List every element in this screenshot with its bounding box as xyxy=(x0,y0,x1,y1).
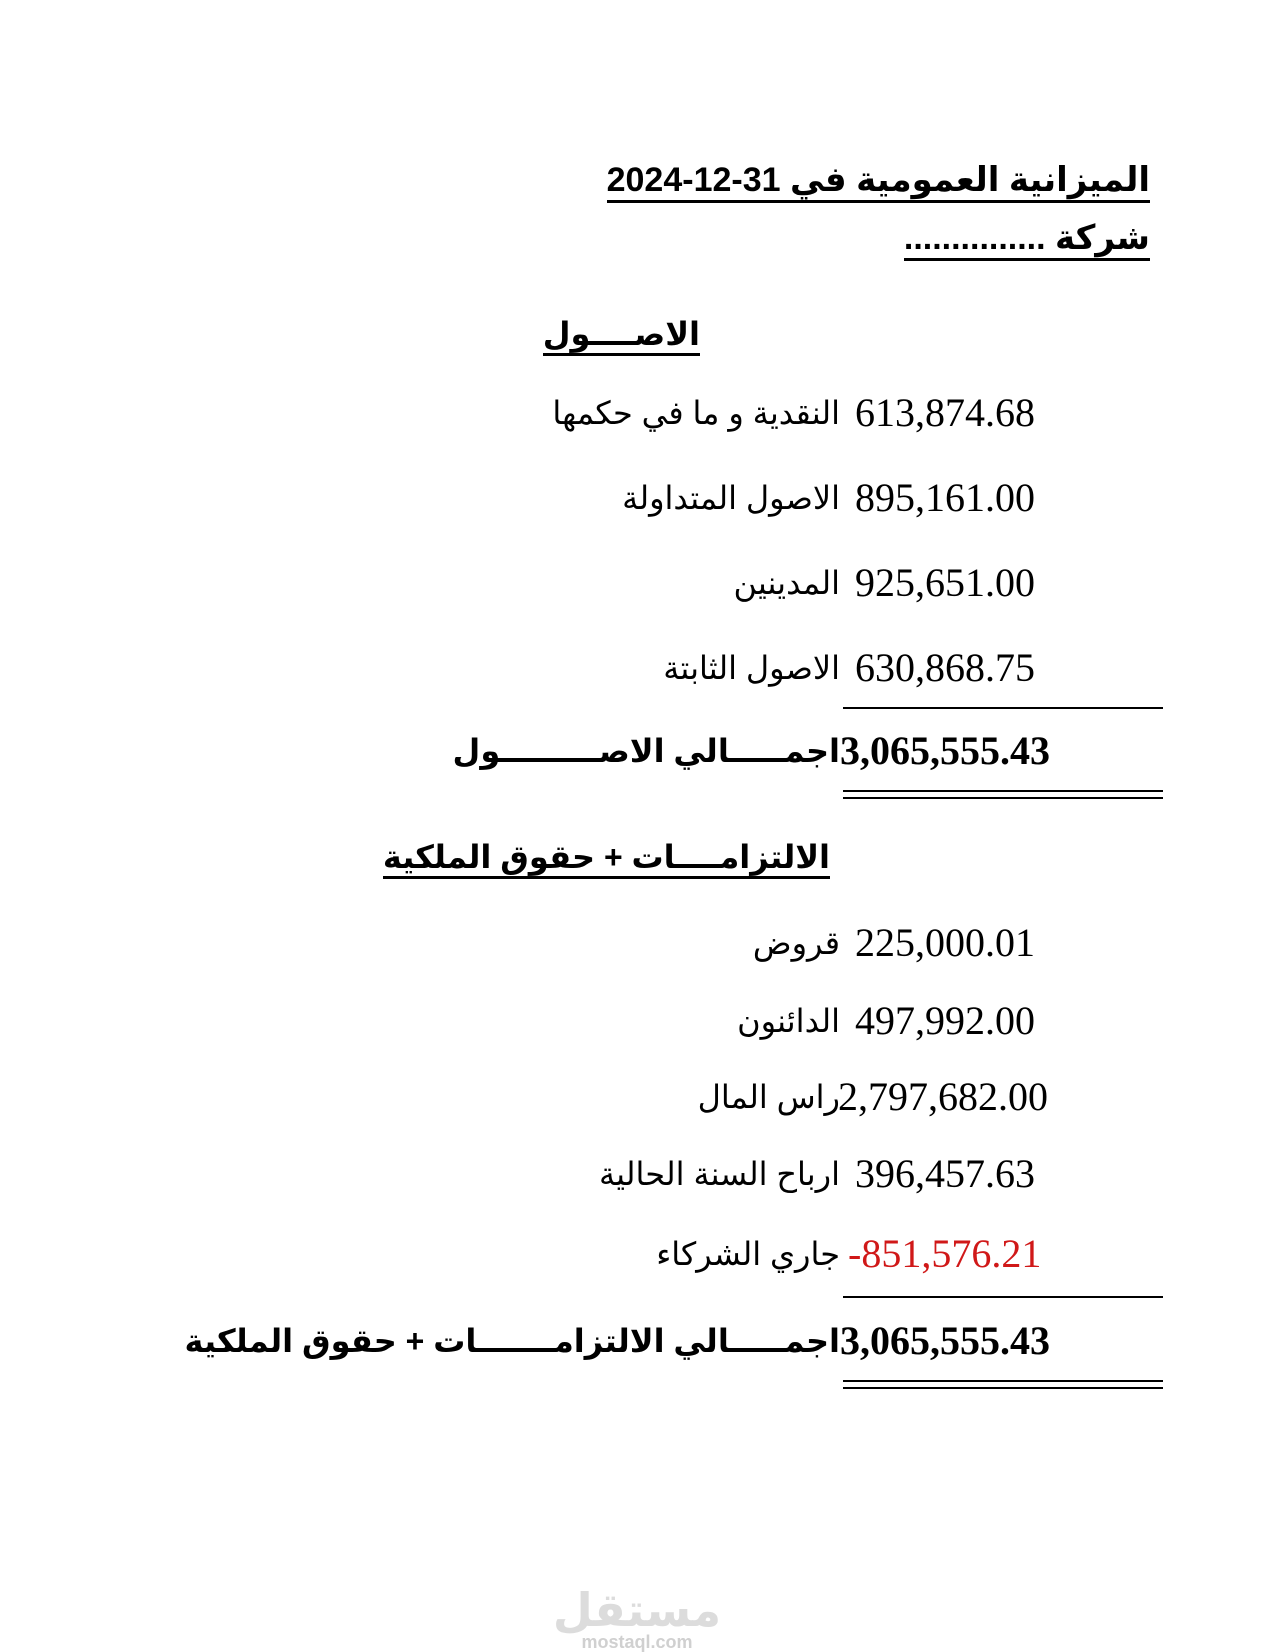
assets-total-double-rule xyxy=(843,790,1163,799)
asset-amount-fixed: 630,868.75 xyxy=(855,645,1035,690)
liabilities-subtotal-rule xyxy=(843,1296,1163,1298)
watermark-logo: مستقل xyxy=(552,1583,722,1637)
watermark-url: mostaql.com xyxy=(581,1632,693,1652)
equity-amount-capital: 2,797,682.00 xyxy=(838,1074,1048,1119)
liability-label-loans: قروض xyxy=(752,925,840,961)
liabilities-total-amount: 3,065,555.43 xyxy=(840,1318,1050,1363)
equity-amount-partners-current: -851,576.21 xyxy=(848,1231,1042,1276)
asset-amount-receivables: 925,651.00 xyxy=(855,560,1035,605)
equity-label-partners-current: جاري الشركاء xyxy=(656,1236,840,1272)
company-name: شركة ............... xyxy=(904,218,1150,261)
liabilities-heading: الالتزامــــات + حقوق الملكية xyxy=(383,838,830,879)
document-title: الميزانية العمومية في 31-12-2024 xyxy=(607,160,1150,203)
equity-amount-current-profit: 396,457.63 xyxy=(855,1151,1035,1196)
equity-label-current-profit: ارباح السنة الحالية xyxy=(598,1156,840,1192)
liability-label-payables: الدائنون xyxy=(737,1003,840,1039)
liability-amount-loans: 225,000.01 xyxy=(855,920,1035,965)
asset-amount-cash: 613,874.68 xyxy=(855,390,1035,435)
liability-amount-payables: 497,992.00 xyxy=(855,998,1035,1043)
assets-subtotal-rule xyxy=(843,707,1163,709)
asset-amount-current: 895,161.00 xyxy=(855,475,1035,520)
liabilities-total-label: اجمـــــالي الالتزامـــــــات + حقوق الملكية xyxy=(184,1323,840,1359)
equity-label-capital: راس المال xyxy=(697,1079,840,1115)
asset-label-current: الاصول المتداولة xyxy=(622,480,840,516)
asset-label-fixed: الاصول الثابتة xyxy=(663,650,840,686)
assets-total-label: اجمـــــالي الاصـــــــــول xyxy=(452,733,840,769)
assets-total-amount: 3,065,555.43 xyxy=(840,728,1050,773)
assets-heading: الاصــــول xyxy=(543,315,700,356)
liabilities-total-double-rule xyxy=(843,1380,1163,1389)
asset-label-cash: النقدية و ما في حكمها xyxy=(552,395,840,431)
asset-label-receivables: المدينين xyxy=(733,565,840,601)
